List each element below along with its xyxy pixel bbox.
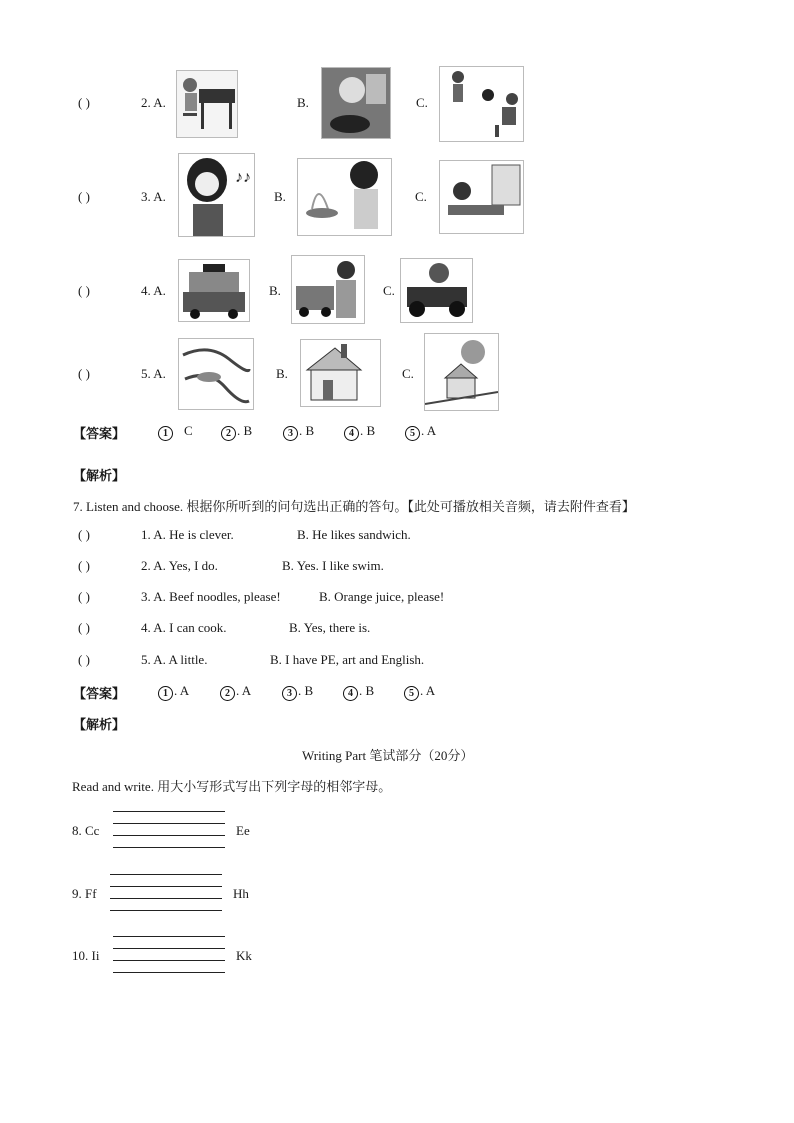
question-number: 10. Ii bbox=[72, 948, 100, 963]
man-with-taxi-icon[interactable] bbox=[291, 255, 365, 324]
letter-end: Hh bbox=[233, 886, 249, 901]
circled-number: 2 bbox=[221, 426, 236, 441]
writing-heading: Writing Part 笔试部分（20分） bbox=[302, 748, 474, 763]
circled-number: 2 bbox=[220, 686, 235, 701]
river-icon[interactable] bbox=[178, 338, 254, 410]
answer-value: B bbox=[366, 423, 376, 438]
boys-playing-football-icon[interactable] bbox=[439, 66, 524, 142]
answer-value: B bbox=[305, 423, 315, 438]
option-b-label: B. bbox=[297, 95, 309, 110]
question-number: 2. A. bbox=[141, 95, 166, 110]
answer-blank[interactable]: ( ) bbox=[78, 589, 90, 604]
circled-number: 5 bbox=[404, 686, 419, 701]
answer-blank[interactable]: ( ) bbox=[78, 283, 90, 298]
letter-end: Kk bbox=[236, 948, 252, 963]
answer-item: 1 . A bbox=[158, 683, 189, 701]
question-number: 9. Ff bbox=[72, 886, 97, 901]
answer-value: A bbox=[426, 423, 437, 438]
answer-value: B bbox=[304, 683, 314, 698]
writing-line bbox=[110, 886, 222, 887]
answer-item: 4 . B bbox=[344, 423, 375, 441]
question-number: 4. A. bbox=[141, 283, 166, 298]
writing-line bbox=[113, 847, 225, 848]
answer-item: 4 . B bbox=[343, 683, 374, 701]
house-icon[interactable] bbox=[300, 339, 381, 407]
option-a: 4. A. I can cook. bbox=[141, 620, 227, 635]
taxi-icon[interactable] bbox=[178, 259, 250, 322]
boy-reading-icon[interactable] bbox=[439, 160, 524, 234]
boy-driving-car-icon[interactable] bbox=[400, 258, 473, 323]
option-c-label: C. bbox=[416, 95, 428, 110]
option-a: 3. A. Beef noodles, please! bbox=[141, 589, 281, 604]
answer-value: C bbox=[184, 423, 193, 438]
writing-line[interactable] bbox=[110, 898, 222, 899]
writing-line[interactable] bbox=[113, 960, 225, 961]
answer-value: A bbox=[241, 683, 252, 698]
boy-playing-ping-pong-icon[interactable] bbox=[321, 67, 391, 139]
writing-line bbox=[113, 936, 225, 937]
answer-item: 5 . A bbox=[404, 683, 435, 701]
answer-value: A bbox=[425, 683, 436, 698]
option-a: 1. A. He is clever. bbox=[141, 527, 234, 542]
writing-line bbox=[110, 910, 222, 911]
writing-line bbox=[113, 823, 225, 824]
svg-text:♪♪: ♪♪ bbox=[235, 169, 251, 186]
analysis-label: 【解析】 bbox=[73, 717, 126, 732]
woman-cooking-icon[interactable] bbox=[297, 158, 392, 236]
writing-line bbox=[113, 811, 225, 812]
question-number: 3. A. bbox=[141, 189, 166, 204]
question-number: 5. A. bbox=[141, 366, 166, 381]
circled-number: 3 bbox=[283, 426, 298, 441]
answer-value: A bbox=[179, 683, 190, 698]
answer-item: 2 . B bbox=[221, 423, 252, 441]
option-b: B. Yes. I like swim. bbox=[282, 558, 384, 573]
answer-blank[interactable]: ( ) bbox=[78, 652, 90, 667]
writing-line bbox=[113, 972, 225, 973]
option-c-label: C. bbox=[402, 366, 414, 381]
answer-value: B bbox=[365, 683, 375, 698]
answer-blank[interactable]: ( ) bbox=[78, 189, 90, 204]
answer-item: 3 . B bbox=[283, 423, 314, 441]
letter-end: Ee bbox=[236, 823, 250, 838]
answer-blank[interactable]: ( ) bbox=[78, 95, 90, 110]
option-b-label: B. bbox=[274, 189, 286, 204]
option-b: B. He likes sandwich. bbox=[297, 527, 411, 542]
circled-number: 4 bbox=[343, 686, 358, 701]
circled-number: 1 bbox=[158, 426, 173, 441]
writing-line bbox=[110, 874, 222, 875]
answer-label: 【答案】 bbox=[73, 426, 126, 441]
writing-line[interactable] bbox=[113, 835, 225, 836]
writing-line bbox=[113, 948, 225, 949]
question-7-title: 7. Listen and choose. 根据你所听到的问句选出正确的答句。【此处可播放相关音频，请去附件查看】 bbox=[73, 499, 635, 514]
answer-item: 3 . B bbox=[282, 683, 313, 701]
option-b: B. I have PE, art and English. bbox=[270, 652, 425, 667]
answer-blank[interactable]: ( ) bbox=[78, 558, 90, 573]
option-b-label: B. bbox=[276, 366, 288, 381]
circled-number: 5 bbox=[405, 426, 420, 441]
answer-value: B bbox=[243, 423, 253, 438]
girl-singing-icon[interactable] bbox=[178, 153, 255, 237]
option-c-label: C. bbox=[415, 189, 427, 204]
answer-blank[interactable]: ( ) bbox=[78, 527, 90, 542]
option-b-label: B. bbox=[269, 283, 281, 298]
option-b: B. Yes, there is. bbox=[289, 620, 371, 635]
answer-item bbox=[158, 423, 193, 441]
answer-label: 【答案】 bbox=[73, 686, 126, 701]
analysis-label: 【解析】 bbox=[73, 468, 126, 483]
village-icon[interactable] bbox=[424, 333, 499, 411]
circled-number: 4 bbox=[344, 426, 359, 441]
answer-blank[interactable]: ( ) bbox=[78, 366, 90, 381]
answer-item: 2 . A bbox=[220, 683, 251, 701]
answer-item: 5 . A bbox=[405, 423, 436, 441]
read-write-instruction: Read and write. 用大小写形式写出下列字母的相邻字母。 bbox=[72, 779, 392, 794]
question-number: 8. Cc bbox=[72, 823, 100, 838]
option-b: B. Orange juice, please! bbox=[319, 589, 445, 604]
circled-number: 1 bbox=[158, 686, 173, 701]
option-a: 5. A. A little. bbox=[141, 652, 208, 667]
option-c-label: C. bbox=[383, 283, 395, 298]
answer-blank[interactable]: ( ) bbox=[78, 620, 90, 635]
circled-number: 3 bbox=[282, 686, 297, 701]
option-a: 2. A. Yes, I do. bbox=[141, 558, 218, 573]
boy-playing-piano-icon[interactable] bbox=[176, 70, 238, 138]
